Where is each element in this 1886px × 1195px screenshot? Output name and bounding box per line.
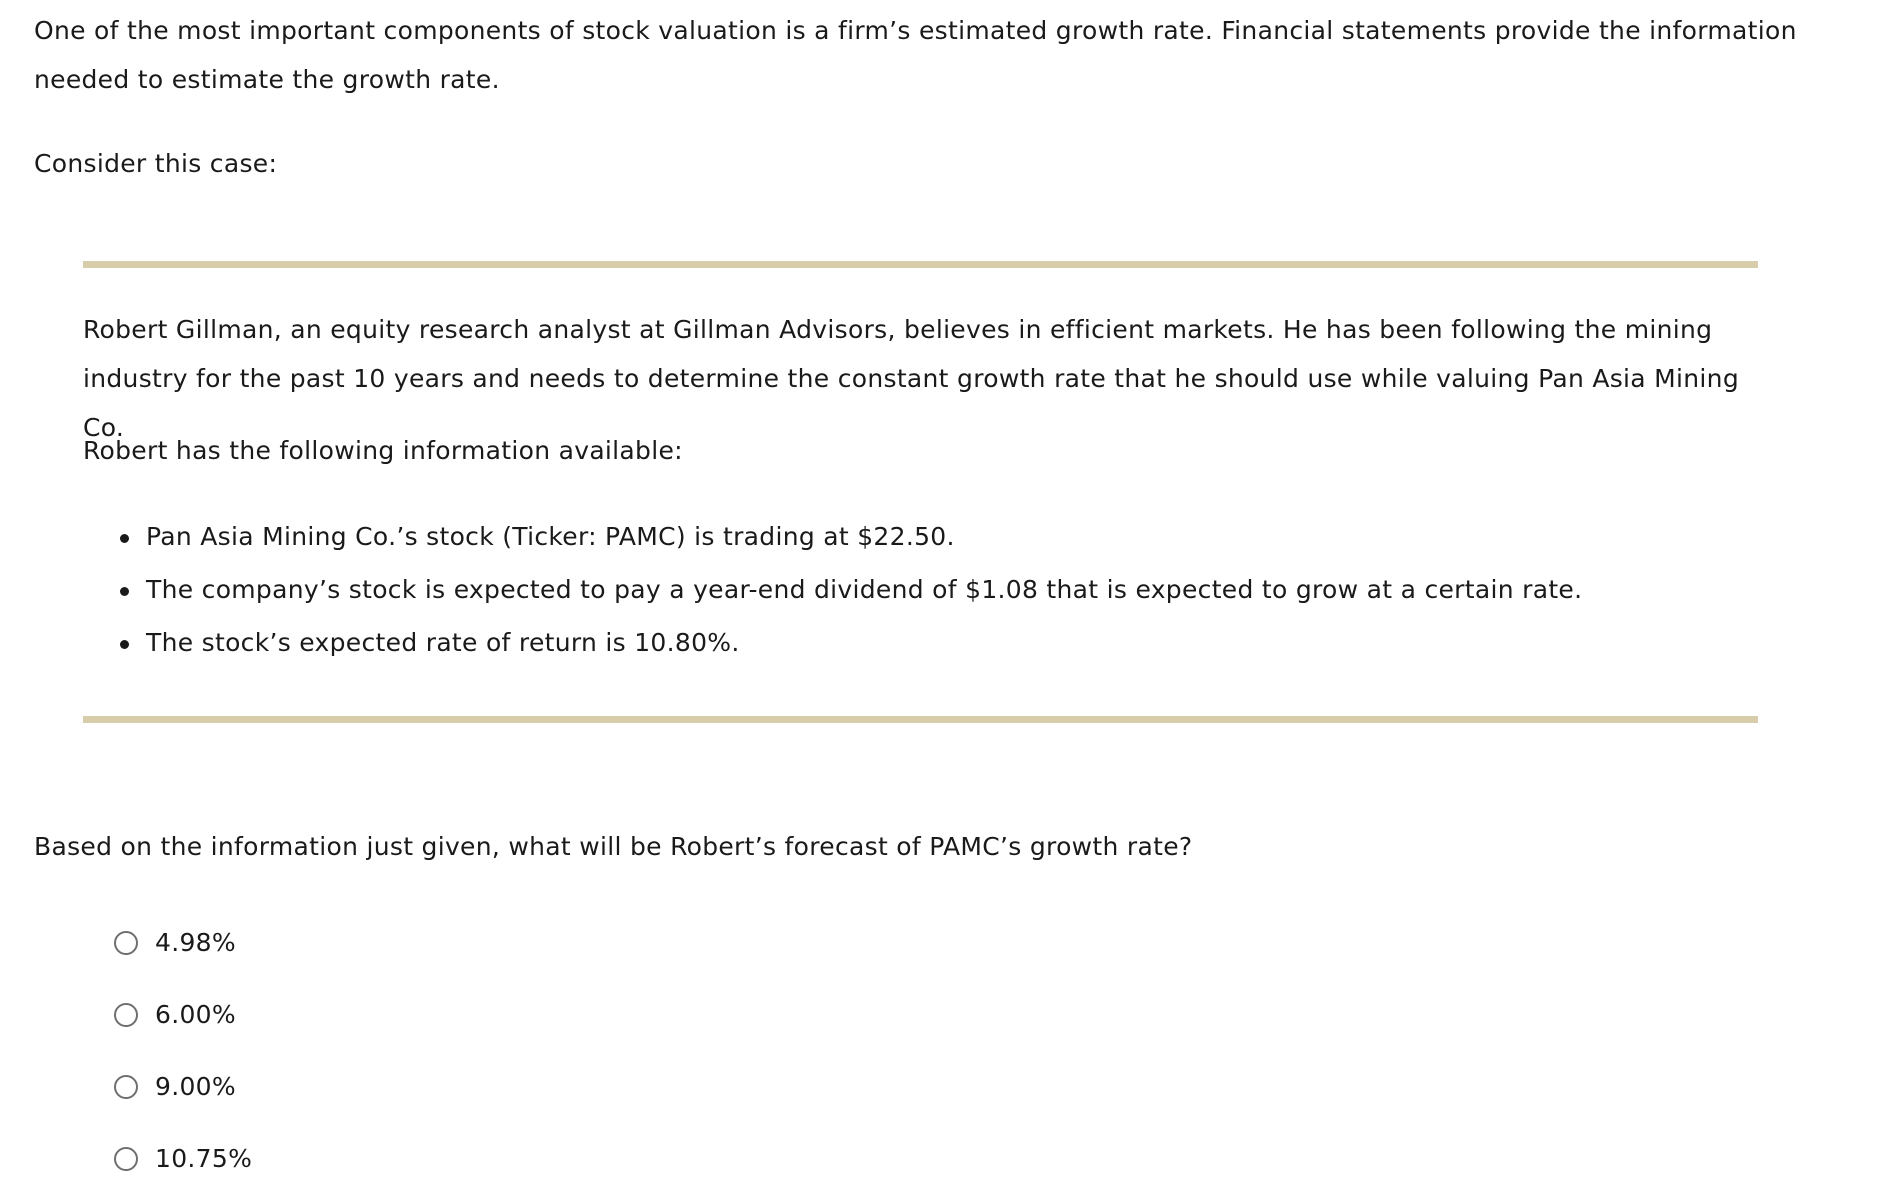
- radio-button[interactable]: [114, 1075, 138, 1099]
- answer-option[interactable]: [114, 1123, 252, 1195]
- radio-button[interactable]: [114, 931, 138, 955]
- case-story: Robert Gillman, an equity research analyst at Gillman Advisors, believes in efficient markets. He has been following the mining industry for the past 10 years and needs to determine the constant growth rate that he should use while valuing Pan Asia Mining Co.: [83, 315, 1739, 442]
- case-top-divider: [83, 261, 1758, 268]
- answer-option[interactable]: [114, 1051, 252, 1123]
- list-item-text: The company’s stock is expected to pay a year-end dividend of $1.08 that is expected to grow at a certain rate.: [146, 575, 1583, 604]
- radio-button[interactable]: [114, 1003, 138, 1027]
- answer-options: [114, 907, 252, 1195]
- bullet-icon: [120, 587, 129, 596]
- list-item: [120, 617, 1582, 670]
- answer-option-label[interactable]: 6.00%: [155, 1000, 236, 1029]
- answer-option-label[interactable]: 9.00%: [155, 1072, 236, 1101]
- answer-option-label[interactable]: 10.75%: [155, 1144, 253, 1173]
- answer-option[interactable]: [114, 979, 252, 1051]
- list-item: [120, 511, 1582, 564]
- answer-option[interactable]: [114, 907, 252, 979]
- radio-button[interactable]: [114, 1147, 138, 1171]
- question-text: Based on the information just given, what will be Robert’s forecast of PAMC’s growth rate?: [34, 832, 1193, 861]
- list-item: [120, 564, 1582, 617]
- case-bottom-divider: [83, 716, 1758, 723]
- list-item-text: Pan Asia Mining Co.’s stock (Ticker: PAMC) is trading at $22.50.: [146, 522, 955, 551]
- bullet-icon: [120, 534, 129, 543]
- case-info-list: [120, 511, 1582, 670]
- intro-paragraph: One of the most important components of stock valuation is a firm’s estimated growth rate. Financial statements provide the information needed to estimate the growth rate.: [34, 16, 1797, 94]
- bullet-icon: [120, 640, 129, 649]
- list-item-text: The stock’s expected rate of return is 10.80%.: [146, 628, 740, 657]
- consider-label: Consider this case:: [34, 149, 278, 178]
- case-info-intro: Robert has the following information available:: [83, 436, 683, 465]
- answer-option-label[interactable]: 4.98%: [155, 928, 236, 957]
